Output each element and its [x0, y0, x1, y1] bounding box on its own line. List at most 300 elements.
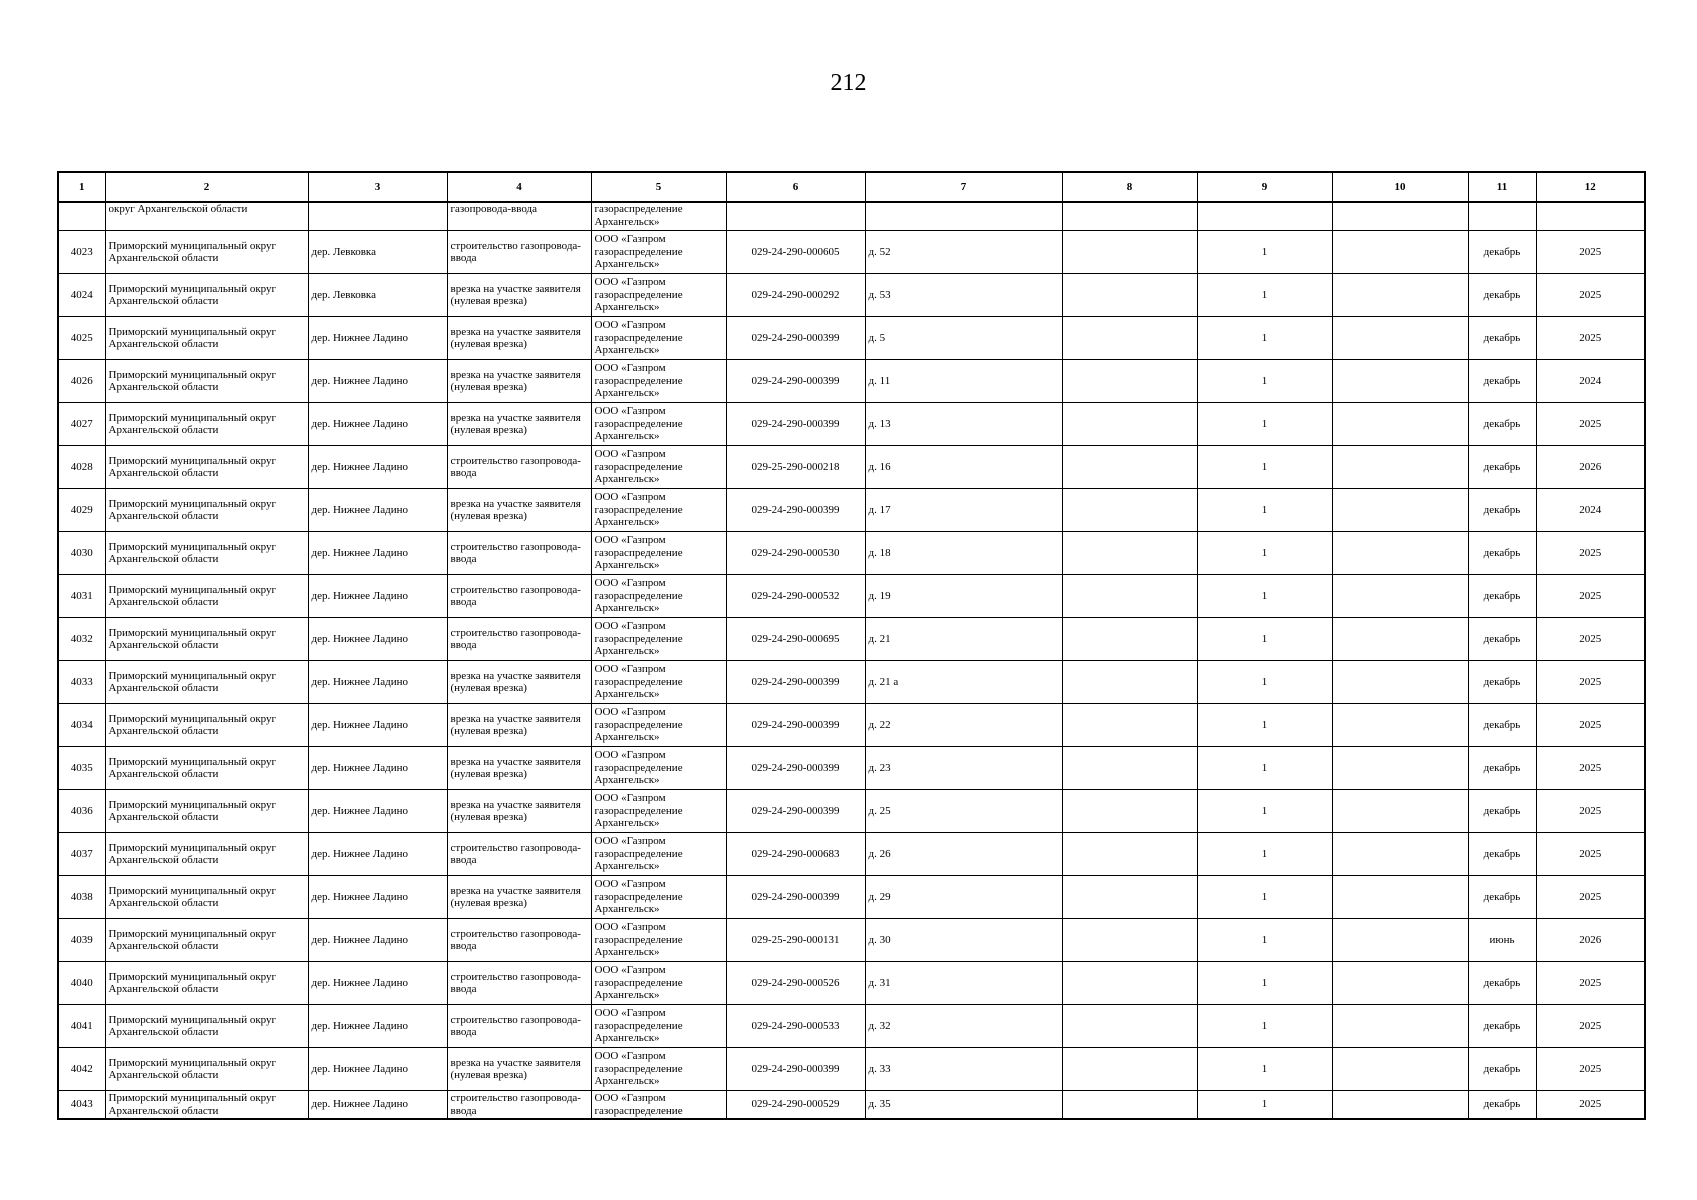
- cell-col10: [1332, 532, 1468, 575]
- document-table: [57, 171, 1646, 1120]
- cell-address: д. 52: [865, 231, 1062, 274]
- cell-company: ООО «Газпром газораспределение Архангельск»: [591, 231, 726, 274]
- cell-address: д. 11: [865, 360, 1062, 403]
- cell-work: врезка на участке заявителя (нулевая врезка): [447, 360, 591, 403]
- cell-work: строительство газопровода-ввода: [447, 575, 591, 618]
- cell-num: 4029: [58, 489, 105, 532]
- cell-municipality: Приморский муниципальный округ Архангельской области: [105, 1091, 308, 1120]
- cell-company: ООО «Газпром газораспределение: [591, 1091, 726, 1120]
- cell-address: д. 26: [865, 833, 1062, 876]
- cell-qty: 1: [1197, 661, 1332, 704]
- cell-month: декабрь: [1468, 661, 1536, 704]
- cell-month: декабрь: [1468, 274, 1536, 317]
- cell-num: 4027: [58, 403, 105, 446]
- cell-municipality: Приморский муниципальный округ Архангельской области: [105, 274, 308, 317]
- column-header: 7: [865, 172, 1062, 202]
- table-header-row: [58, 172, 1645, 202]
- cell-num: 4028: [58, 446, 105, 489]
- cell-address: д. 32: [865, 1005, 1062, 1048]
- cell-work: врезка на участке заявителя (нулевая врезка): [447, 661, 591, 704]
- cell-qty: 1: [1197, 360, 1332, 403]
- cell-month: декабрь: [1468, 231, 1536, 274]
- cell-work: строительство газопровода-ввода: [447, 1091, 591, 1120]
- cell-settlement: дер. Нижнее Ладино: [308, 876, 447, 919]
- cell-company: ООО «Газпром газораспределение Архангельск»: [591, 919, 726, 962]
- cell-col10: [1332, 575, 1468, 618]
- cell-municipality: Приморский муниципальный округ Архангельской области: [105, 747, 308, 790]
- cell-municipality: округ Архангельской области: [105, 202, 308, 231]
- cell-col8: [1062, 317, 1197, 360]
- cell-col8: [1062, 231, 1197, 274]
- cell-num: 4030: [58, 532, 105, 575]
- table-row: [58, 919, 1645, 962]
- cell-work: врезка на участке заявителя (нулевая врезка): [447, 274, 591, 317]
- cell-col8: [1062, 747, 1197, 790]
- cell-col10: [1332, 317, 1468, 360]
- cell-qty: 1: [1197, 618, 1332, 661]
- column-header: 9: [1197, 172, 1332, 202]
- cell-municipality: Приморский муниципальный округ Архангельской области: [105, 489, 308, 532]
- table-row: [58, 618, 1645, 661]
- cell-col8: [1062, 833, 1197, 876]
- cell-year: 2025: [1536, 317, 1645, 360]
- cell-year: 2025: [1536, 274, 1645, 317]
- cell-settlement: дер. Левковка: [308, 274, 447, 317]
- cell-year: 2025: [1536, 1005, 1645, 1048]
- cell-address: д. 16: [865, 446, 1062, 489]
- cell-month: июнь: [1468, 919, 1536, 962]
- cell-code: 029-24-290-000695: [726, 618, 865, 661]
- cell-month: декабрь: [1468, 704, 1536, 747]
- cell-month: декабрь: [1468, 489, 1536, 532]
- cell-qty: 1: [1197, 403, 1332, 446]
- cell-month: декабрь: [1468, 317, 1536, 360]
- column-header: 12: [1536, 172, 1645, 202]
- cell-col10: [1332, 360, 1468, 403]
- table-row: [58, 1091, 1645, 1120]
- cell-qty: 1: [1197, 274, 1332, 317]
- cell-settlement: дер. Нижнее Ладино: [308, 747, 447, 790]
- cell-num: 4034: [58, 704, 105, 747]
- cell-qty: 1: [1197, 1091, 1332, 1120]
- table-row: [58, 274, 1645, 317]
- cell-month: декабрь: [1468, 532, 1536, 575]
- cell-qty: 1: [1197, 1005, 1332, 1048]
- cell-address: д. 35: [865, 1091, 1062, 1120]
- cell-num: 4040: [58, 962, 105, 1005]
- cell-year: 2026: [1536, 446, 1645, 489]
- column-header: 10: [1332, 172, 1468, 202]
- column-header: 4: [447, 172, 591, 202]
- cell-work: врезка на участке заявителя (нулевая врезка): [447, 1048, 591, 1091]
- cell-settlement: дер. Нижнее Ладино: [308, 575, 447, 618]
- cell-address: д. 29: [865, 876, 1062, 919]
- cell-settlement: [308, 202, 447, 231]
- table-row: [58, 360, 1645, 403]
- cell-col8: [1062, 202, 1197, 231]
- cell-col8: [1062, 274, 1197, 317]
- cell-settlement: дер. Нижнее Ладино: [308, 489, 447, 532]
- cell-code: [726, 202, 865, 231]
- cell-address: д. 21: [865, 618, 1062, 661]
- table-row: [58, 403, 1645, 446]
- cell-settlement: дер. Нижнее Ладино: [308, 661, 447, 704]
- cell-month: декабрь: [1468, 575, 1536, 618]
- table-row: [58, 532, 1645, 575]
- cell-qty: 1: [1197, 876, 1332, 919]
- cell-municipality: Приморский муниципальный округ Архангельской области: [105, 790, 308, 833]
- cell-qty: 1: [1197, 919, 1332, 962]
- cell-year: 2025: [1536, 532, 1645, 575]
- cell-address: д. 25: [865, 790, 1062, 833]
- cell-address: д. 53: [865, 274, 1062, 317]
- cell-month: декабрь: [1468, 747, 1536, 790]
- cell-col10: [1332, 876, 1468, 919]
- cell-col10: [1332, 790, 1468, 833]
- cell-address: д. 18: [865, 532, 1062, 575]
- cell-code: 029-24-290-000399: [726, 1048, 865, 1091]
- cell-settlement: дер. Нижнее Ладино: [308, 704, 447, 747]
- cell-code: 029-24-290-000399: [726, 403, 865, 446]
- table-row: [58, 790, 1645, 833]
- cell-settlement: дер. Нижнее Ладино: [308, 1005, 447, 1048]
- column-header: 8: [1062, 172, 1197, 202]
- cell-col10: [1332, 231, 1468, 274]
- cell-code: 029-24-290-000399: [726, 489, 865, 532]
- column-header: 1: [58, 172, 105, 202]
- cell-work: врезка на участке заявителя (нулевая врезка): [447, 747, 591, 790]
- cell-year: 2025: [1536, 704, 1645, 747]
- cell-col8: [1062, 1048, 1197, 1091]
- cell-code: 029-24-290-000532: [726, 575, 865, 618]
- cell-month: декабрь: [1468, 962, 1536, 1005]
- cell-col10: [1332, 962, 1468, 1005]
- cell-code: 029-24-290-000605: [726, 231, 865, 274]
- cell-company: ООО «Газпром газораспределение Архангельск»: [591, 274, 726, 317]
- cell-col10: [1332, 1091, 1468, 1120]
- cell-col10: [1332, 446, 1468, 489]
- cell-company: ООО «Газпром газораспределение Архангельск»: [591, 833, 726, 876]
- cell-municipality: Приморский муниципальный округ Архангельской области: [105, 532, 308, 575]
- cell-address: д. 31: [865, 962, 1062, 1005]
- cell-municipality: Приморский муниципальный округ Архангельской области: [105, 403, 308, 446]
- cell-qty: 1: [1197, 790, 1332, 833]
- cell-company: ООО «Газпром газораспределение Архангельск»: [591, 618, 726, 661]
- cell-address: д. 5: [865, 317, 1062, 360]
- cell-col10: [1332, 1005, 1468, 1048]
- cell-qty: 1: [1197, 446, 1332, 489]
- cell-num: 4025: [58, 317, 105, 360]
- cell-address: д. 23: [865, 747, 1062, 790]
- cell-qty: 1: [1197, 962, 1332, 1005]
- cell-qty: 1: [1197, 532, 1332, 575]
- cell-municipality: Приморский муниципальный округ Архангельской области: [105, 833, 308, 876]
- cell-address: д. 19: [865, 575, 1062, 618]
- cell-num: 4042: [58, 1048, 105, 1091]
- cell-address: [865, 202, 1062, 231]
- cell-code: 029-24-290-000399: [726, 790, 865, 833]
- cell-month: декабрь: [1468, 1005, 1536, 1048]
- cell-num: 4031: [58, 575, 105, 618]
- cell-settlement: дер. Нижнее Ладино: [308, 618, 447, 661]
- cell-num: 4043: [58, 1091, 105, 1120]
- cell-col8: [1062, 532, 1197, 575]
- cell-municipality: Приморский муниципальный округ Архангельской области: [105, 919, 308, 962]
- cell-municipality: Приморский муниципальный округ Архангельской области: [105, 1005, 308, 1048]
- cell-code: 029-24-290-000292: [726, 274, 865, 317]
- cell-num: 4037: [58, 833, 105, 876]
- table-row: [58, 231, 1645, 274]
- cell-work: врезка на участке заявителя (нулевая врезка): [447, 704, 591, 747]
- cell-col8: [1062, 403, 1197, 446]
- cell-month: декабрь: [1468, 618, 1536, 661]
- table-row: [58, 661, 1645, 704]
- cell-work: строительство газопровода-ввода: [447, 231, 591, 274]
- cell-code: 029-24-290-000399: [726, 661, 865, 704]
- cell-num: 4033: [58, 661, 105, 704]
- cell-municipality: Приморский муниципальный округ Архангельской области: [105, 704, 308, 747]
- cell-company: ООО «Газпром газораспределение Архангельск»: [591, 747, 726, 790]
- cell-company: ООО «Газпром газораспределение Архангельск»: [591, 1048, 726, 1091]
- cell-qty: 1: [1197, 231, 1332, 274]
- cell-col8: [1062, 575, 1197, 618]
- cell-year: 2025: [1536, 661, 1645, 704]
- cell-qty: 1: [1197, 704, 1332, 747]
- cell-col10: [1332, 704, 1468, 747]
- cell-code: 029-24-290-000530: [726, 532, 865, 575]
- cell-code: 029-24-290-000399: [726, 747, 865, 790]
- cell-month: декабрь: [1468, 360, 1536, 403]
- cell-settlement: дер. Нижнее Ладино: [308, 403, 447, 446]
- cell-month: декабрь: [1468, 790, 1536, 833]
- cell-num: 4023: [58, 231, 105, 274]
- table-row: [58, 876, 1645, 919]
- cell-address: д. 21 а: [865, 661, 1062, 704]
- cell-settlement: дер. Нижнее Ладино: [308, 790, 447, 833]
- cell-col10: [1332, 747, 1468, 790]
- cell-year: 2025: [1536, 962, 1645, 1005]
- table-row: [58, 704, 1645, 747]
- cell-qty: 1: [1197, 1048, 1332, 1091]
- table-row: [58, 1048, 1645, 1091]
- cell-settlement: дер. Нижнее Ладино: [308, 532, 447, 575]
- cell-company: ООО «Газпром газораспределение Архангельск»: [591, 1005, 726, 1048]
- cell-year: 2025: [1536, 403, 1645, 446]
- cell-year: 2025: [1536, 1048, 1645, 1091]
- cell-company: ООО «Газпром газораспределение Архангельск»: [591, 962, 726, 1005]
- cell-municipality: Приморский муниципальный округ Архангельской области: [105, 231, 308, 274]
- cell-col8: [1062, 1005, 1197, 1048]
- cell-col8: [1062, 1091, 1197, 1120]
- cell-month: декабрь: [1468, 1048, 1536, 1091]
- cell-company: ООО «Газпром газораспределение Архангельск»: [591, 489, 726, 532]
- cell-company: газораспределение Архангельск»: [591, 202, 726, 231]
- cell-municipality: Приморский муниципальный округ Архангельской области: [105, 661, 308, 704]
- cell-qty: 1: [1197, 575, 1332, 618]
- cell-work: газопровода-ввода: [447, 202, 591, 231]
- cell-company: ООО «Газпром газораспределение Архангельск»: [591, 317, 726, 360]
- cell-month: [1468, 202, 1536, 231]
- column-header: 2: [105, 172, 308, 202]
- cell-year: 2025: [1536, 1091, 1645, 1120]
- cell-code: 029-24-290-000526: [726, 962, 865, 1005]
- cell-col10: [1332, 618, 1468, 661]
- cell-work: врезка на участке заявителя (нулевая врезка): [447, 403, 591, 446]
- cell-col8: [1062, 962, 1197, 1005]
- cell-num: 4036: [58, 790, 105, 833]
- cell-month: декабрь: [1468, 1091, 1536, 1120]
- cell-company: ООО «Газпром газораспределение Архангельск»: [591, 532, 726, 575]
- cell-company: ООО «Газпром газораспределение Архангельск»: [591, 876, 726, 919]
- cell-col10: [1332, 489, 1468, 532]
- cell-year: 2025: [1536, 790, 1645, 833]
- cell-work: врезка на участке заявителя (нулевая врезка): [447, 876, 591, 919]
- cell-year: 2025: [1536, 575, 1645, 618]
- cell-work: врезка на участке заявителя (нулевая врезка): [447, 790, 591, 833]
- cell-company: ООО «Газпром газораспределение Архангельск»: [591, 704, 726, 747]
- cell-code: 029-24-290-000529: [726, 1091, 865, 1120]
- cell-municipality: Приморский муниципальный округ Архангельской области: [105, 360, 308, 403]
- table-row: [58, 747, 1645, 790]
- continuation-row: [58, 202, 1645, 231]
- cell-qty: 1: [1197, 747, 1332, 790]
- cell-work: строительство газопровода-ввода: [447, 919, 591, 962]
- cell-settlement: дер. Нижнее Ладино: [308, 317, 447, 360]
- cell-address: д. 33: [865, 1048, 1062, 1091]
- cell-num: [58, 202, 105, 231]
- table-row: [58, 833, 1645, 876]
- cell-year: 2025: [1536, 876, 1645, 919]
- cell-num: 4039: [58, 919, 105, 962]
- cell-municipality: Приморский муниципальный округ Архангельской области: [105, 446, 308, 489]
- cell-col8: [1062, 919, 1197, 962]
- cell-col10: [1332, 1048, 1468, 1091]
- cell-municipality: Приморский муниципальный округ Архангельской области: [105, 575, 308, 618]
- cell-col10: [1332, 403, 1468, 446]
- cell-work: строительство газопровода-ввода: [447, 962, 591, 1005]
- cell-settlement: дер. Нижнее Ладино: [308, 962, 447, 1005]
- column-header: 3: [308, 172, 447, 202]
- cell-code: 029-25-290-000218: [726, 446, 865, 489]
- cell-municipality: Приморский муниципальный округ Архангельской области: [105, 317, 308, 360]
- page-number: 212: [830, 70, 867, 96]
- cell-settlement: дер. Нижнее Ладино: [308, 446, 447, 489]
- cell-work: строительство газопровода-ввода: [447, 618, 591, 661]
- cell-year: 2025: [1536, 833, 1645, 876]
- cell-col8: [1062, 446, 1197, 489]
- cell-year: 2025: [1536, 618, 1645, 661]
- cell-settlement: дер. Левковка: [308, 231, 447, 274]
- cell-month: декабрь: [1468, 876, 1536, 919]
- cell-work: строительство газопровода-ввода: [447, 446, 591, 489]
- cell-code: 029-24-290-000399: [726, 317, 865, 360]
- cell-company: ООО «Газпром газораспределение Архангельск»: [591, 661, 726, 704]
- cell-col10: [1332, 833, 1468, 876]
- cell-company: ООО «Газпром газораспределение Архангельск»: [591, 360, 726, 403]
- cell-work: строительство газопровода-ввода: [447, 833, 591, 876]
- cell-municipality: Приморский муниципальный округ Архангельской области: [105, 876, 308, 919]
- cell-company: ООО «Газпром газораспределение Архангельск»: [591, 446, 726, 489]
- cell-num: 4024: [58, 274, 105, 317]
- cell-col10: [1332, 274, 1468, 317]
- cell-municipality: Приморский муниципальный округ Архангельской области: [105, 1048, 308, 1091]
- cell-address: д. 13: [865, 403, 1062, 446]
- cell-municipality: Приморский муниципальный округ Архангельской области: [105, 962, 308, 1005]
- cell-year: 2025: [1536, 747, 1645, 790]
- cell-col8: [1062, 360, 1197, 403]
- cell-col10: [1332, 919, 1468, 962]
- cell-num: 4032: [58, 618, 105, 661]
- cell-address: д. 30: [865, 919, 1062, 962]
- cell-month: декабрь: [1468, 446, 1536, 489]
- column-header: 11: [1468, 172, 1536, 202]
- cell-code: 029-25-290-000131: [726, 919, 865, 962]
- cell-col8: [1062, 618, 1197, 661]
- table-row: [58, 446, 1645, 489]
- cell-num: 4026: [58, 360, 105, 403]
- cell-col10: [1332, 661, 1468, 704]
- cell-company: ООО «Газпром газораспределение Архангельск»: [591, 790, 726, 833]
- cell-num: 4035: [58, 747, 105, 790]
- cell-year: 2024: [1536, 489, 1645, 532]
- table-row: [58, 575, 1645, 618]
- cell-qty: [1197, 202, 1332, 231]
- column-header: 5: [591, 172, 726, 202]
- cell-work: врезка на участке заявителя (нулевая врезка): [447, 317, 591, 360]
- cell-month: декабрь: [1468, 403, 1536, 446]
- cell-settlement: дер. Нижнее Ладино: [308, 360, 447, 403]
- table-row: [58, 489, 1645, 532]
- cell-num: 4038: [58, 876, 105, 919]
- cell-qty: 1: [1197, 317, 1332, 360]
- cell-municipality: Приморский муниципальный округ Архангельской области: [105, 618, 308, 661]
- cell-year: [1536, 202, 1645, 231]
- cell-code: 029-24-290-000399: [726, 876, 865, 919]
- cell-code: 029-24-290-000533: [726, 1005, 865, 1048]
- table-row: [58, 317, 1645, 360]
- cell-col8: [1062, 790, 1197, 833]
- cell-code: 029-24-290-000399: [726, 360, 865, 403]
- cell-col8: [1062, 876, 1197, 919]
- cell-col8: [1062, 489, 1197, 532]
- cell-settlement: дер. Нижнее Ладино: [308, 919, 447, 962]
- cell-col8: [1062, 661, 1197, 704]
- cell-code: 029-24-290-000399: [726, 704, 865, 747]
- cell-year: 2026: [1536, 919, 1645, 962]
- cell-company: ООО «Газпром газораспределение Архангельск»: [591, 575, 726, 618]
- cell-col8: [1062, 704, 1197, 747]
- cell-year: 2025: [1536, 231, 1645, 274]
- cell-address: д. 22: [865, 704, 1062, 747]
- cell-month: декабрь: [1468, 833, 1536, 876]
- cell-code: 029-24-290-000683: [726, 833, 865, 876]
- cell-year: 2024: [1536, 360, 1645, 403]
- cell-company: ООО «Газпром газораспределение Архангельск»: [591, 403, 726, 446]
- cell-settlement: дер. Нижнее Ладино: [308, 1048, 447, 1091]
- cell-qty: 1: [1197, 833, 1332, 876]
- cell-work: строительство газопровода-ввода: [447, 1005, 591, 1048]
- cell-qty: 1: [1197, 489, 1332, 532]
- cell-settlement: дер. Нижнее Ладино: [308, 1091, 447, 1120]
- cell-work: врезка на участке заявителя (нулевая врезка): [447, 489, 591, 532]
- cell-num: 4041: [58, 1005, 105, 1048]
- cell-col10: [1332, 202, 1468, 231]
- cell-work: строительство газопровода-ввода: [447, 532, 591, 575]
- table-row: [58, 962, 1645, 1005]
- table-row: [58, 1005, 1645, 1048]
- column-header: 6: [726, 172, 865, 202]
- cell-address: д. 17: [865, 489, 1062, 532]
